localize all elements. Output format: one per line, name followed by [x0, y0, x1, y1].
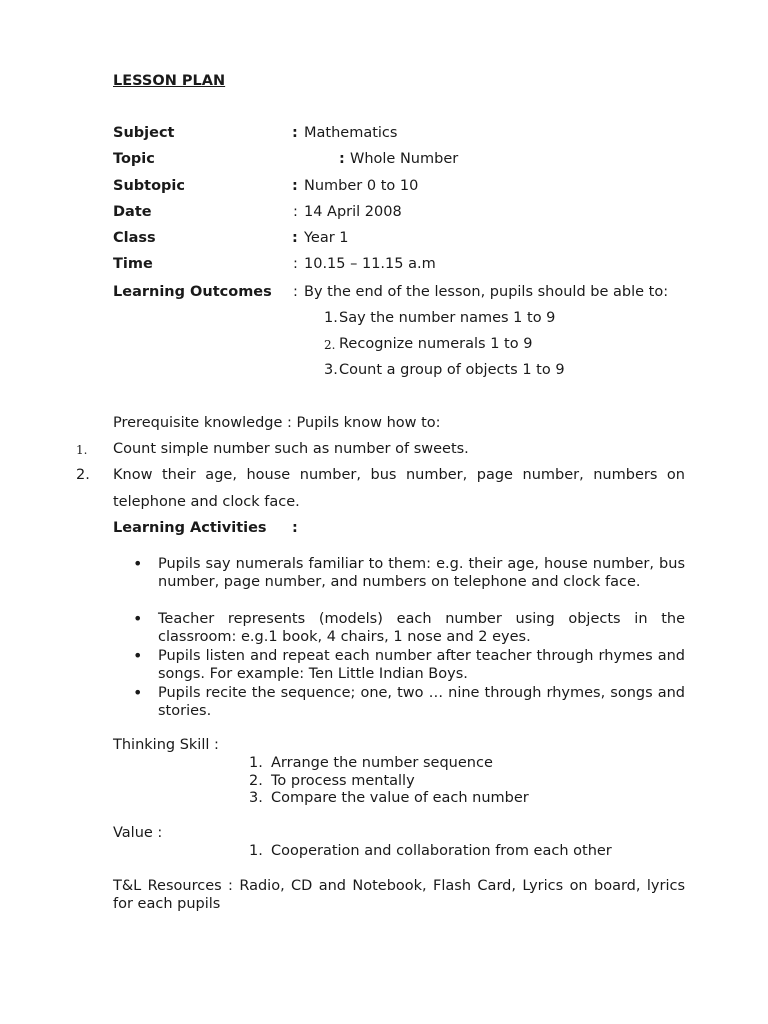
field-label-subject: Subject [113, 125, 175, 141]
page-title: LESSON PLAN [113, 73, 226, 89]
thinking-skill-heading: Thinking Skill : [113, 737, 219, 753]
field-colon: : [293, 204, 298, 220]
outcome-number: 2. [324, 338, 336, 352]
thinking-skill-item: Compare the value of each number [271, 790, 529, 806]
field-value-subtopic: Number 0 to 10 [304, 178, 419, 194]
prerequisite-number: 1. [76, 443, 88, 457]
field-value-subject: Mathematics [304, 125, 398, 141]
thinking-skill-number: 3. [249, 790, 263, 806]
thinking-skill-item: To process mentally [271, 773, 415, 789]
outcome-text: Count a group of objects 1 to 9 [339, 362, 565, 378]
prerequisite-heading: Prerequisite knowledge : Pupils know how to: [113, 415, 441, 431]
prerequisite-item-continuation: telephone and clock face. [113, 494, 300, 510]
field-value-learning-outcomes: By the end of the lesson, pupils should be able to: [304, 284, 669, 300]
field-colon: : [293, 284, 298, 300]
thinking-skill-item: Arrange the number sequence [271, 755, 493, 771]
thinking-skill-number: 1. [249, 755, 263, 771]
learning-activities-heading: Learning Activities [113, 520, 267, 536]
field-value-date: 14 April 2008 [304, 204, 402, 220]
field-label-learning-outcomes: Learning Outcomes [113, 284, 272, 300]
field-colon: : [292, 178, 298, 194]
learning-activities-colon: : [292, 520, 298, 536]
prerequisite-item: Know their age, house number, bus number, page number, numbers on [113, 467, 685, 483]
field-colon: : [292, 125, 298, 141]
field-colon: : [293, 256, 298, 272]
value-item: Cooperation and collaboration from each other [271, 843, 612, 859]
value-number: 1. [249, 843, 263, 859]
field-label-time: Time [113, 256, 153, 272]
bullet-icon: • [133, 683, 143, 702]
field-label-subtopic: Subtopic [113, 178, 185, 194]
value-heading: Value : [113, 825, 163, 841]
bullet-icon: • [133, 609, 143, 628]
field-value-class: Year 1 [304, 230, 349, 246]
field-colon: : [339, 151, 345, 167]
activity-item: Pupils listen and repeat each number after teacher through rhymes and songs. For example: Ten Little Indian Boys. [158, 648, 685, 682]
field-value-topic: Whole Number [350, 151, 459, 167]
bullet-icon: • [133, 646, 143, 665]
outcome-number: 1. [324, 310, 338, 326]
activity-item: Teacher represents (models) each number using objects in the classroom: e.g.1 book, 4 chairs, 1 nose and 2 eyes. [158, 611, 685, 645]
bullet-icon: • [133, 554, 143, 573]
thinking-skill-number: 2. [249, 773, 263, 789]
activity-item: Pupils say numerals familiar to them: e.g. their age, house number, bus number, page number, and numbers on telephone and clock face. [158, 556, 685, 590]
prerequisite-item: Count simple number such as number of sweets. [113, 441, 469, 457]
field-label-topic: Topic [113, 151, 155, 167]
prerequisite-number: 2. [76, 467, 90, 483]
outcome-text: Recognize numerals 1 to 9 [339, 336, 533, 352]
resources-text: T&L Resources : Radio, CD and Notebook, Flash Card, Lyrics on board, lyrics for each pupils [113, 878, 685, 912]
field-colon: : [292, 230, 298, 246]
field-label-date: Date [113, 204, 152, 220]
outcome-number: 3. [324, 362, 338, 378]
field-label-class: Class [113, 230, 156, 246]
outcome-text: Say the number names 1 to 9 [339, 310, 556, 326]
field-value-time: 10.15 – 11.15 a.m [304, 256, 436, 272]
activity-item: Pupils recite the sequence; one, two … nine through rhymes, songs and stories. [158, 685, 685, 719]
